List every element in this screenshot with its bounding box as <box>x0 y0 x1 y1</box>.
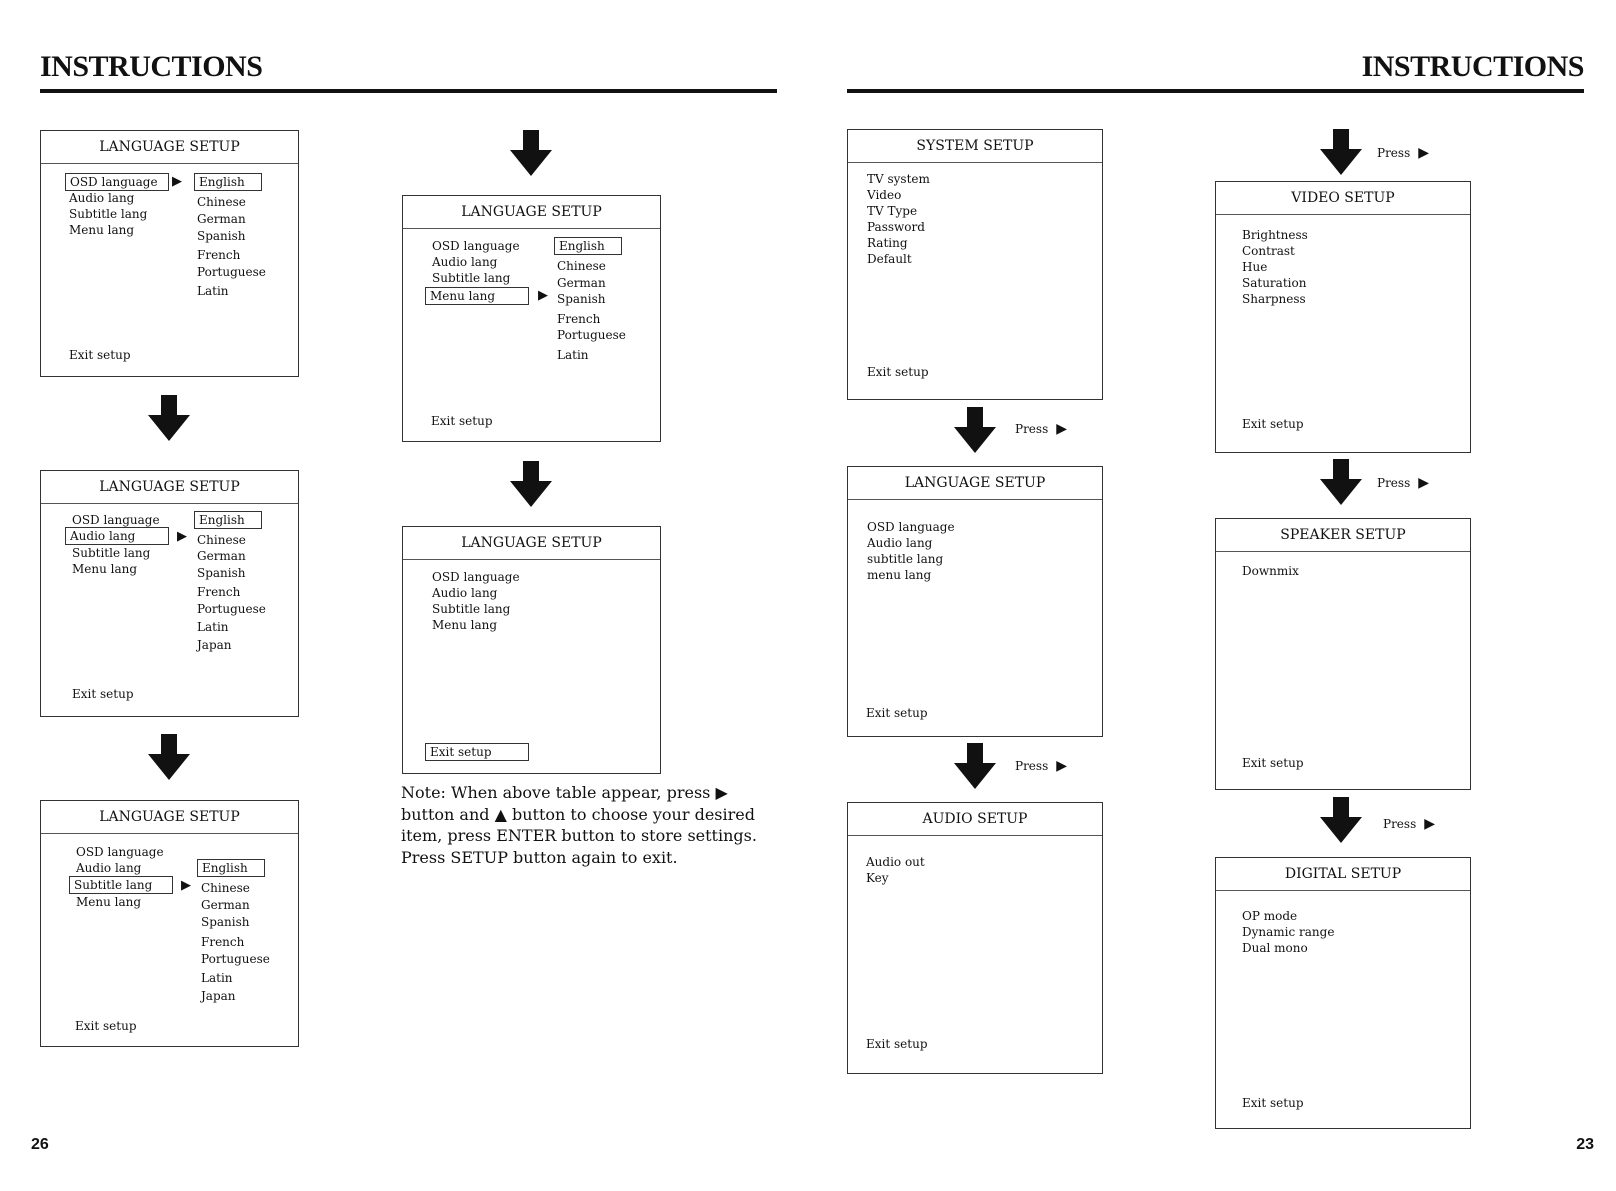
menu-item-osd-language[interactable]: OSD language <box>867 520 955 534</box>
option-item-spanish-selected[interactable]: Spanish <box>557 292 606 306</box>
press-hint <box>1377 145 1429 161</box>
menu-item-tv-type[interactable]: TV Type <box>867 204 918 218</box>
left-page-number: 26 <box>31 1136 49 1153</box>
right-header-rule <box>847 89 1584 93</box>
menu-item-tv-system[interactable]: TV system <box>867 172 930 186</box>
option-item[interactable]: Latin <box>201 971 233 985</box>
option-item[interactable]: Spanish <box>197 229 246 243</box>
option-item[interactable]: Latin <box>557 348 589 362</box>
option-item[interactable]: French <box>197 585 241 599</box>
option-item[interactable]: Latin <box>197 284 229 298</box>
menu-title: LANGUAGE SETUP <box>403 527 660 560</box>
menu-item-saturation[interactable]: Saturation <box>1242 276 1307 290</box>
play-triangle-icon: ▶ <box>181 878 191 893</box>
menu-item-menu-lang[interactable]: Menu lang <box>76 895 142 909</box>
menu-item-default[interactable]: Default <box>867 252 912 266</box>
option-item[interactable]: Chinese <box>197 533 246 547</box>
menu-title: LANGUAGE SETUP <box>403 196 660 229</box>
option-item[interactable]: Latin <box>197 620 229 634</box>
menu-title: LANGUAGE SETUP <box>41 801 298 834</box>
option-item[interactable]: Portuguese <box>557 328 626 342</box>
menu-item-osd-language[interactable]: OSD language <box>432 239 520 253</box>
play-triangle-icon: ▶ <box>1418 475 1430 491</box>
menu-item-subtitle-lang[interactable]: Subtitle lang <box>72 546 151 560</box>
press-hint <box>1383 816 1435 832</box>
option-item[interactable]: Spanish <box>197 566 246 580</box>
option-item[interactable]: German <box>197 549 246 563</box>
language-setup-box-audio <box>40 470 299 717</box>
menu-item-menu-lang[interactable]: Menu lang <box>432 618 498 632</box>
press-label: Press <box>1015 759 1049 773</box>
language-setup-box-exit <box>402 526 661 774</box>
menu-item-hue[interactable]: Hue <box>1242 260 1268 274</box>
menu-item-dynamic-range[interactable]: Dynamic range <box>1242 925 1335 939</box>
option-item[interactable]: German <box>201 898 250 912</box>
menu-item-menu-lang[interactable]: menu lang <box>867 568 932 582</box>
speaker-setup-box <box>1215 518 1471 790</box>
exit-setup[interactable]: Exit setup <box>75 1019 137 1033</box>
play-triangle-icon: ▶ <box>177 529 187 544</box>
menu-title: DIGITAL SETUP <box>1216 858 1470 891</box>
option-item[interactable]: Japan <box>197 638 232 652</box>
menu-item-audio-lang[interactable]: Audio lang <box>867 536 933 550</box>
menu-item-subtitle-lang[interactable]: Subtitle lang <box>69 207 148 221</box>
exit-setup[interactable]: Exit setup <box>431 414 493 428</box>
option-item[interactable]: Chinese <box>557 259 606 273</box>
option-item[interactable]: Portuguese <box>197 265 266 279</box>
system-setup-box <box>847 129 1103 400</box>
down-arrow-icon <box>148 395 190 441</box>
language-setup-box-subtitle <box>40 800 299 1047</box>
menu-item-subtitle-lang-selected[interactable]: Subtitle lang <box>69 876 173 894</box>
menu-item-audio-lang[interactable]: Audio lang <box>69 191 135 205</box>
exit-setup-selected[interactable]: Exit setup <box>425 743 529 761</box>
exit-setup[interactable]: Exit setup <box>867 365 929 379</box>
option-item[interactable]: Chinese <box>197 195 246 209</box>
menu-item-brightness[interactable]: Brightness <box>1242 228 1308 242</box>
menu-title: LANGUAGE SETUP <box>848 467 1102 500</box>
menu-title: AUDIO SETUP <box>848 803 1102 836</box>
menu-item-rating[interactable]: Rating <box>867 236 908 250</box>
exit-setup[interactable]: Exit setup <box>1242 756 1304 770</box>
option-english-selected[interactable]: English <box>194 173 262 191</box>
option-item[interactable]: German <box>197 212 246 226</box>
down-arrow-icon <box>510 130 552 176</box>
press-label: Press <box>1015 422 1049 436</box>
option-item[interactable]: Spanish <box>201 915 250 929</box>
option-english[interactable]: English <box>194 511 262 529</box>
press-label: Press <box>1377 476 1411 490</box>
menu-item-downmix[interactable]: Downmix <box>1242 564 1299 578</box>
menu-item-audio-lang[interactable]: Audio lang <box>432 586 498 600</box>
menu-item-video[interactable]: Video <box>867 188 902 202</box>
video-setup-box <box>1215 181 1471 453</box>
menu-item-subtitle-lang[interactable]: Subtitle lang <box>432 602 511 616</box>
down-arrow-icon <box>1320 129 1362 175</box>
language-setup-box-osd <box>40 130 299 377</box>
down-arrow-icon <box>954 743 996 789</box>
menu-title: SYSTEM SETUP <box>848 130 1102 163</box>
menu-title: LANGUAGE SETUP <box>41 471 298 504</box>
down-arrow-icon <box>954 407 996 453</box>
menu-item-dual-mono[interactable]: Dual mono <box>1242 941 1308 955</box>
press-label: Press <box>1377 146 1411 160</box>
exit-setup[interactable]: Exit setup <box>72 687 134 701</box>
option-item[interactable]: Chinese <box>201 881 250 895</box>
option-item[interactable]: French <box>201 935 245 949</box>
play-triangle-icon: ▶ <box>538 288 548 303</box>
menu-title: LANGUAGE SETUP <box>41 131 298 164</box>
menu-item-osd-language[interactable]: OSD language <box>72 513 160 527</box>
press-hint <box>1015 758 1067 774</box>
exit-setup[interactable]: Exit setup <box>866 1037 928 1051</box>
menu-item-menu-lang[interactable]: Menu lang <box>69 223 135 237</box>
play-triangle-icon: ▶ <box>1418 145 1430 161</box>
right-page-number: 23 <box>1576 1136 1594 1153</box>
play-triangle-icon: ▶ <box>1056 421 1068 437</box>
audio-setup-box <box>847 802 1103 1074</box>
left-page-header: INSTRUCTIONS <box>40 50 263 83</box>
menu-item-menu-lang[interactable]: Menu lang <box>72 562 138 576</box>
option-english[interactable]: English <box>554 237 622 255</box>
menu-item-audio-lang[interactable]: Audio lang <box>432 255 498 269</box>
option-item[interactable]: French <box>557 312 601 326</box>
exit-setup[interactable]: Exit setup <box>69 348 131 362</box>
down-arrow-icon <box>1320 459 1362 505</box>
press-label: Press <box>1383 817 1417 831</box>
option-item[interactable]: French <box>197 248 241 262</box>
down-arrow-icon <box>148 734 190 780</box>
option-item[interactable]: Portuguese <box>201 952 270 966</box>
menu-item-menu-lang-selected[interactable]: Menu lang <box>425 287 529 305</box>
menu-item-subtitle-lang[interactable]: subtitle lang <box>867 552 944 566</box>
menu-item-key[interactable]: Key <box>866 871 889 885</box>
language-setup-box-menu <box>402 195 661 442</box>
play-triangle-icon: ▶ <box>172 174 182 189</box>
exit-setup[interactable]: Exit setup <box>1242 1096 1304 1110</box>
play-triangle-icon: ▶ <box>1424 816 1436 832</box>
option-item[interactable]: Japan <box>201 989 236 1003</box>
menu-title: VIDEO SETUP <box>1216 182 1470 215</box>
digital-setup-box <box>1215 857 1471 1129</box>
down-arrow-icon <box>1320 797 1362 843</box>
menu-item-audio-out[interactable]: Audio out <box>866 855 925 869</box>
down-arrow-icon <box>510 461 552 507</box>
option-english[interactable]: English <box>197 859 265 877</box>
play-triangle-icon: ▶ <box>1056 758 1068 774</box>
menu-item-osd-language-selected[interactable]: OSD language <box>65 173 169 191</box>
left-header-rule <box>40 89 777 93</box>
exit-setup[interactable]: Exit setup <box>866 706 928 720</box>
menu-title: SPEAKER SETUP <box>1216 519 1470 552</box>
press-hint <box>1015 421 1067 437</box>
menu-item-contrast[interactable]: Contrast <box>1242 244 1295 258</box>
menu-item-password[interactable]: Password <box>867 220 925 234</box>
menu-item-op-mode[interactable]: OP mode <box>1242 909 1298 923</box>
option-item[interactable]: German <box>557 276 606 290</box>
menu-item-audio-lang[interactable]: Audio lang <box>76 861 142 875</box>
press-hint <box>1377 475 1429 491</box>
right-page-header: INSTRUCTIONS <box>1361 50 1584 83</box>
menu-item-subtitle-lang[interactable]: Subtitle lang <box>432 271 511 285</box>
option-item[interactable]: Portuguese <box>197 602 266 616</box>
note-text: Note: When above table appear, press ▶ button and ▲ button to choose your desired item, press ENTER button to store settings. Press SETUP button again to exit. <box>401 783 757 867</box>
exit-setup[interactable]: Exit setup <box>1242 417 1304 431</box>
menu-item-osd-language[interactable]: OSD language <box>432 570 520 584</box>
menu-item-osd-language[interactable]: OSD language <box>76 845 164 859</box>
menu-item-audio-lang-selected[interactable]: Audio lang <box>65 527 169 545</box>
language-setup-box-right <box>847 466 1103 737</box>
menu-item-sharpness[interactable]: Sharpness <box>1242 292 1306 306</box>
